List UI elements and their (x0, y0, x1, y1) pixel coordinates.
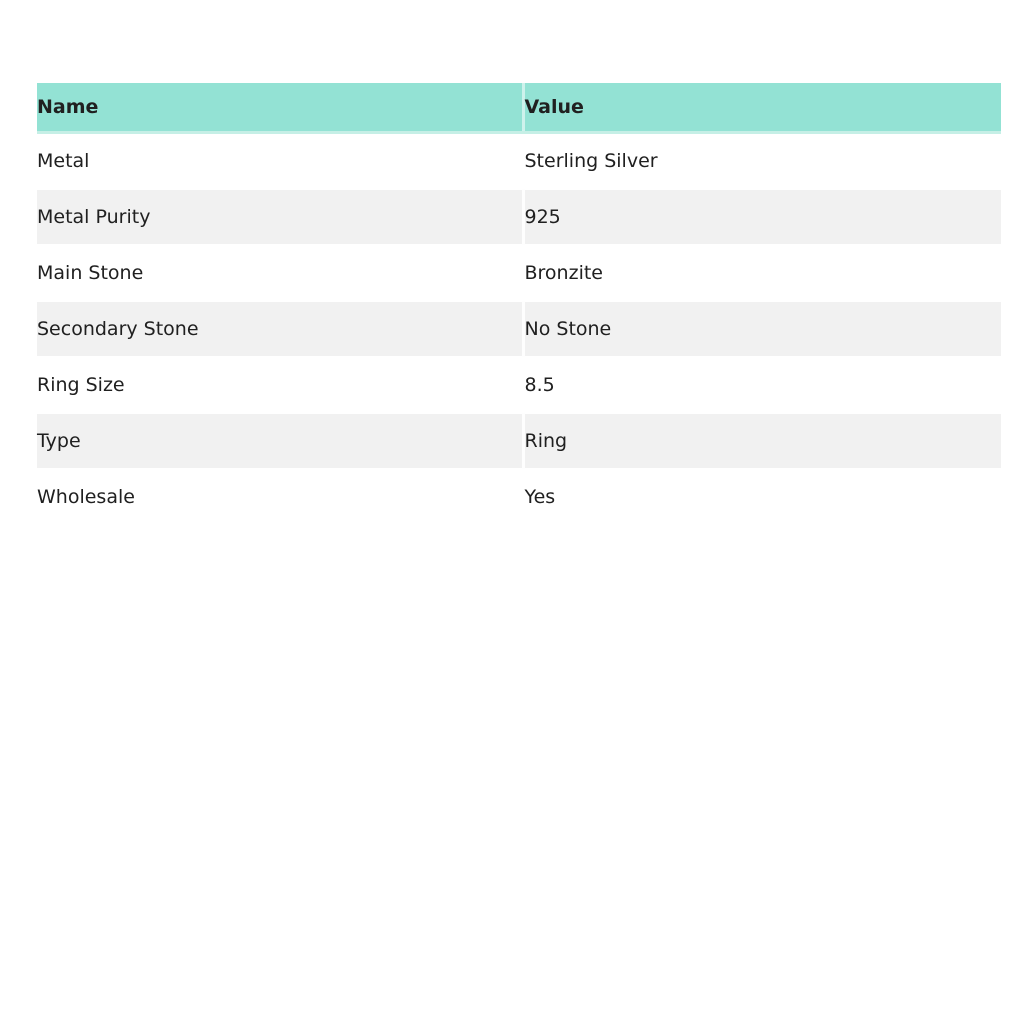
table-row (37, 301, 1001, 357)
column-header-value: Value (523, 83, 1001, 133)
attribute-name-cell: Wholesale (37, 469, 523, 525)
header-row (37, 83, 1001, 133)
attribute-value-cell: Yes (523, 469, 1001, 525)
column-header-name: Name (37, 83, 523, 133)
table-row (37, 413, 1001, 469)
attribute-name-cell: Type (37, 413, 523, 469)
table-body (37, 133, 1001, 526)
table-row (37, 133, 1001, 190)
table-row (37, 245, 1001, 301)
product-attributes-section (37, 83, 1001, 526)
attribute-value-cell: 925 (523, 189, 1001, 245)
table-row (37, 357, 1001, 413)
attribute-value-cell: Bronzite (523, 245, 1001, 301)
attribute-name-cell: Metal (37, 133, 523, 190)
attribute-name-cell: Main Stone (37, 245, 523, 301)
table-header (37, 83, 1001, 133)
attribute-name-cell: Ring Size (37, 357, 523, 413)
attribute-name-cell: Secondary Stone (37, 301, 523, 357)
attribute-value-cell: Sterling Silver (523, 133, 1001, 190)
table-row (37, 469, 1001, 525)
attribute-value-cell: No Stone (523, 301, 1001, 357)
product-attributes-table (37, 83, 1001, 526)
attribute-value-cell: Ring (523, 413, 1001, 469)
table-row (37, 189, 1001, 245)
attribute-name-cell: Metal Purity (37, 189, 523, 245)
attribute-value-cell: 8.5 (523, 357, 1001, 413)
